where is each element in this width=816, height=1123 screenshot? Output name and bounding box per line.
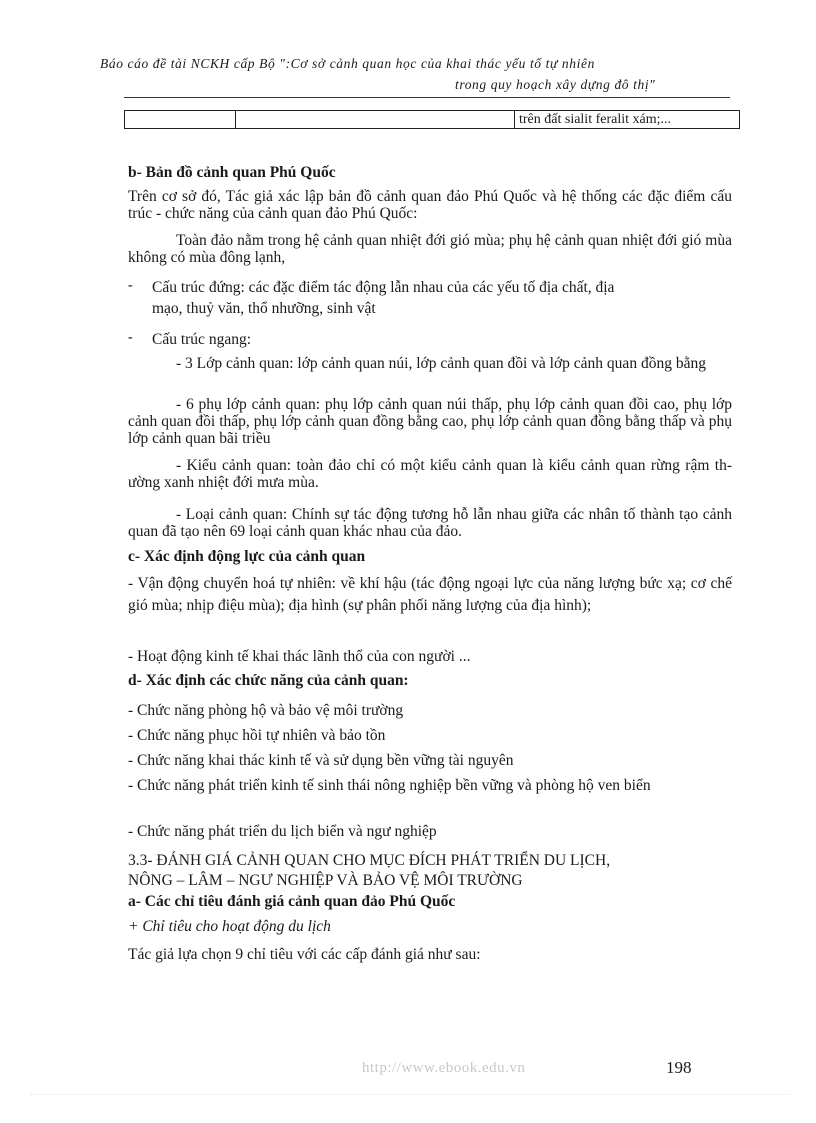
vertical-structure-line-1: Cấu trúc đứng: các đặc điểm tác động lẫn nhau của các yếu tố địa chất, địa [152, 279, 615, 296]
table-cell [125, 111, 236, 129]
section-3-3-heading-line-2: NÔNG – LÂM – NGƯ NGHIỆP VÀ BẢO VỆ MÔI TRƯỜNG [128, 872, 523, 889]
section-3-3-heading-line-1: 3.3- ĐÁNH GIÁ CẢNH QUAN CHO MỤC ĐÍCH PHÁT TRIỂN DU LỊCH, [128, 852, 611, 869]
function-item: - Chức năng phòng hộ và bảo vệ môi trường [128, 702, 404, 719]
table-cell [236, 111, 515, 129]
page-number: 198 [666, 1058, 692, 1077]
landscape-kinds-paragraph: - Loại cảnh quan: Chính sự tác động tương hỗ lẫn nhau giữa các nhân tố thành tạo cảnh quan đã tạo nên 69 loại cảnh quan khác nhau của đảo. [128, 506, 732, 540]
bullet-mark: - [128, 278, 133, 293]
landscape-subclasses-paragraph: - 6 phụ lớp cảnh quan: phụ lớp cảnh quan núi thấp, phụ lớp cảnh quan đồi cao, phụ lớp cảnh quan đồi thấp, phụ lớp cảnh quan đồng bằng cao, phụ lớp cảnh quan đồng bằng thấp và phụ lớp cảnh quan bãi triều [128, 396, 732, 447]
landscape-system-paragraph: Toàn đảo nằm trong hệ cảnh quan nhiệt đới gió mùa; phụ hệ cảnh quan nhiệt đới gió mùa không có mùa đông lạnh, [128, 232, 732, 266]
continued-table [124, 110, 740, 129]
footer-dotted-rule [30, 1094, 790, 1095]
section-c-paragraph-1: - Vận động chuyển hoá tự nhiên: về khí hậu (tác động ngoại lực của năng lượng bức xạ; cơ chế gió mùa; nhịp điệu mùa); địa hình (sự phân phối năng lượng của địa hình); [128, 575, 732, 614]
table-cell: trên đất sialit feralit xám;... [515, 111, 740, 129]
function-item: - Chức năng khai thác kinh tế và sử dụng bền vững tài nguyên [128, 752, 514, 769]
footer-url: http://www.ebook.edu.vn [362, 1060, 526, 1076]
section-b-heading: b- Bản đồ cảnh quan Phú Quốc [128, 164, 336, 181]
function-item: - Chức năng phát triển kinh tế sinh thái nông nghiệp bền vững và phòng hộ ven biển [128, 777, 651, 794]
section-c-paragraph-2: - Hoạt động kinh tế khai thác lãnh thổ của con người ... [128, 648, 471, 665]
running-header-line-2: trong quy hoạch xây dựng đô thị" [455, 77, 656, 92]
section-c-heading: c- Xác định động lực của cảnh quan [128, 548, 366, 565]
function-item: - Chức năng phục hồi tự nhiên và bảo tồn [128, 727, 386, 744]
subsection-a-heading: a- Các chỉ tiêu đánh giá cảnh quan đảo Phú Quốc [128, 893, 456, 910]
bullet-mark: - [128, 330, 133, 345]
table-row [125, 111, 740, 129]
running-header-line-1: Báo cáo đề tài NCKH cấp Bộ ":Cơ sở cảnh quan học của khai thác yếu tố tự nhiên [100, 56, 595, 71]
horizontal-structure-label: Cấu trúc ngang: [152, 331, 252, 348]
tourism-criteria-heading: + Chỉ tiêu cho hoạt động du lịch [128, 918, 331, 935]
header-rule [124, 97, 730, 98]
vertical-structure-line-2: mạo, thuỷ văn, thổ nhưỡng, sinh vật [152, 300, 376, 317]
landscape-types-paragraph: - Kiểu cảnh quan: toàn đảo chỉ có một kiểu cảnh quan là kiểu cảnh quan rừng rậm thường xanh nhiệt đới mưa mùa. [128, 457, 732, 491]
criteria-intro: Tác giả lựa chọn 9 chỉ tiêu với các cấp đánh giá như sau: [128, 946, 481, 963]
function-item: - Chức năng phát triển du lịch biển và ngư nghiệp [128, 823, 437, 840]
section-b-intro: Trên cơ sở đó, Tác giả xác lập bản đồ cảnh quan đảo Phú Quốc và hệ thống các đặc điểm cấu trúc - chức năng của cảnh quan đảo Phú Quốc: [128, 188, 732, 222]
landscape-classes-paragraph: - 3 Lớp cảnh quan: lớp cảnh quan núi, lớp cảnh quan đồi và lớp cảnh quan đồng bằng [176, 355, 706, 372]
section-d-heading: d- Xác định các chức năng của cảnh quan: [128, 672, 409, 689]
